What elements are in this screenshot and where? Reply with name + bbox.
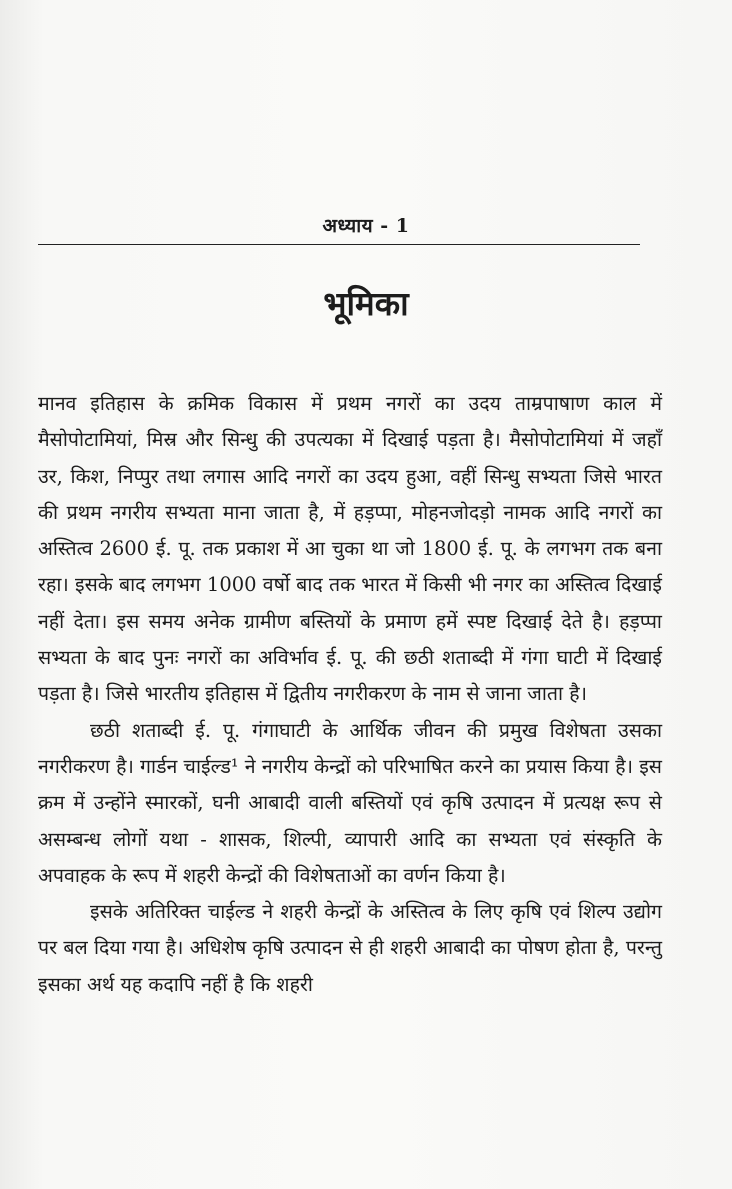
page-title: भूमिका <box>323 284 409 323</box>
paragraph-3: इसके अतिरिक्त चाईल्ड ने शहरी केन्द्रों के अस्तित्व के लिए कृषि एवं शिल्प उद्योग पर बल दिया गया है। अधिशेष कृषि उत्पादन से ही शहरी आबादी का पोषण होता है, परन्तु इसका अर्थ यह कदापि नहीं है कि शहरी <box>38 900 662 996</box>
body-text <box>38 386 662 1003</box>
paragraph-1: मानव इतिहास के क्रमिक विकास में प्रथम नगरों का उदय ताम्रपाषाण काल में मैसोपोटामियां, मिस्र और सिन्धु की उपत्यका में दिखाई पड़ता है। मैसोपोटामियां में जहाँ उर, किश, निप्पुर तथा लगास आदि नगरों का उदय हुआ, वहीं सिन्धु सभ्यता जिसे भारत की प्रथम नगरीय सभ्यता माना जाता है, में हड़प्पा, मोहनजोदड़ो नामक आदि नगरों का अस्तित्व 2600 ई. पू. तक प्रकाश में आ चुका था जो 1800 ई. पू. के लगभग तक बना रहा। इसके बाद लगभग 1000 वर्षो बाद तक भारत में किसी भी नगर का अस्तित्व दिखाई नहीं देता। इस समय अनेक ग्रामीण बस्तियों के प्रमाण हमें स्पष्ट दिखाई देते है। हड़प्पा सभ्यता के बाद पुनः नगरों का अविर्भाव ई. पू. की छठी शताब्दी में गंगा घाटी में दिखाई पड़ता है। जिसे भारतीय इतिहास में द्वितीय नगरीकरण के नाम से जाना जाता है। <box>38 392 662 706</box>
chapter-heading: अध्याय - 1 <box>322 215 410 237</box>
heading-divider <box>38 244 640 245</box>
paragraph-2: छठी शताब्दी ई. पू. गंगाघाटी के आर्थिक जीवन की प्रमुख विशेषता उसका नगरीकरण है। गार्डन चाईल्ड¹ ने नगरीय केन्द्रों को परिभाषित करने का प्रयास किया है। इस क्रम में उन्होंने स्मारकों, घनी आबादी वाली बस्तियों एवं कृषि उत्पादन में प्रत्यक्ष रूप से असम्बन्ध लोगों यथा - शासक, शिल्पी, व्यापारी आदि का सभ्यता एवं संस्कृति के अपवाहक के रूप में शहरी केन्द्रों की विशेषताओं का वर्णन किया है। <box>38 718 662 887</box>
